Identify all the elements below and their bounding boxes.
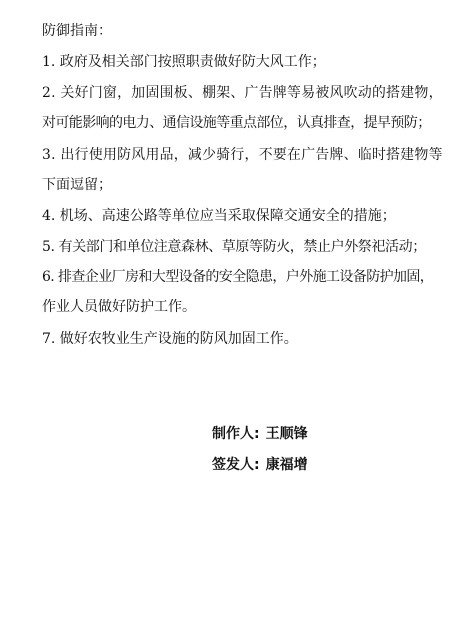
guide-item-line: 6. 排查企业厂房和大型设备的安全隐患，户外施工设备防护加固，: [42, 269, 434, 285]
guide-item-5: [42, 232, 437, 262]
guide-item-3: [42, 140, 443, 200]
guide-item-line: 作业人员做好防护工作。: [42, 299, 196, 315]
guide-item-line: 1. 政府及相关部门按照职责做好防大风工作；: [42, 54, 326, 70]
guide-item-1: [42, 47, 437, 77]
guide-item-line: 3. 出行使用防风用品，减少骑行，不要在广告牌、临时搭建物等: [42, 147, 443, 163]
guide-item-line: 对可能影响的电力、通信设施等重点部位，认真排查，提早预防；: [42, 115, 431, 131]
issuer-label: 签发人:: [212, 457, 260, 473]
guide-item-line: 7. 做好农牧业生产设施的防风加固工作。: [42, 331, 298, 347]
guide-item-6: [42, 262, 437, 322]
issuer-signature: [212, 456, 308, 474]
guide-item-7: [42, 324, 437, 354]
guide-item-line: 下面逗留；: [42, 177, 112, 193]
author-signature: [212, 425, 308, 443]
guide-item-2: [42, 78, 443, 138]
guide-heading: 防御指南：: [42, 23, 112, 39]
guide-item-line: 4. 机场、高速公路等单位应当采取保障交通安全的措施；: [42, 208, 396, 224]
author-label: 制作人:: [212, 426, 260, 442]
guide-item-line: 5. 有关部门和单位注意森林、草原等防火，禁止户外祭祀活动；: [42, 239, 426, 255]
author-name: 王顺锋: [265, 426, 308, 442]
guide-item-4: [42, 201, 437, 231]
guide-item-line: 2. 关好门窗，加固围板、棚架、广告牌等易被风吹动的搭建物，: [42, 85, 443, 101]
issuer-name: 康福增: [265, 457, 308, 473]
